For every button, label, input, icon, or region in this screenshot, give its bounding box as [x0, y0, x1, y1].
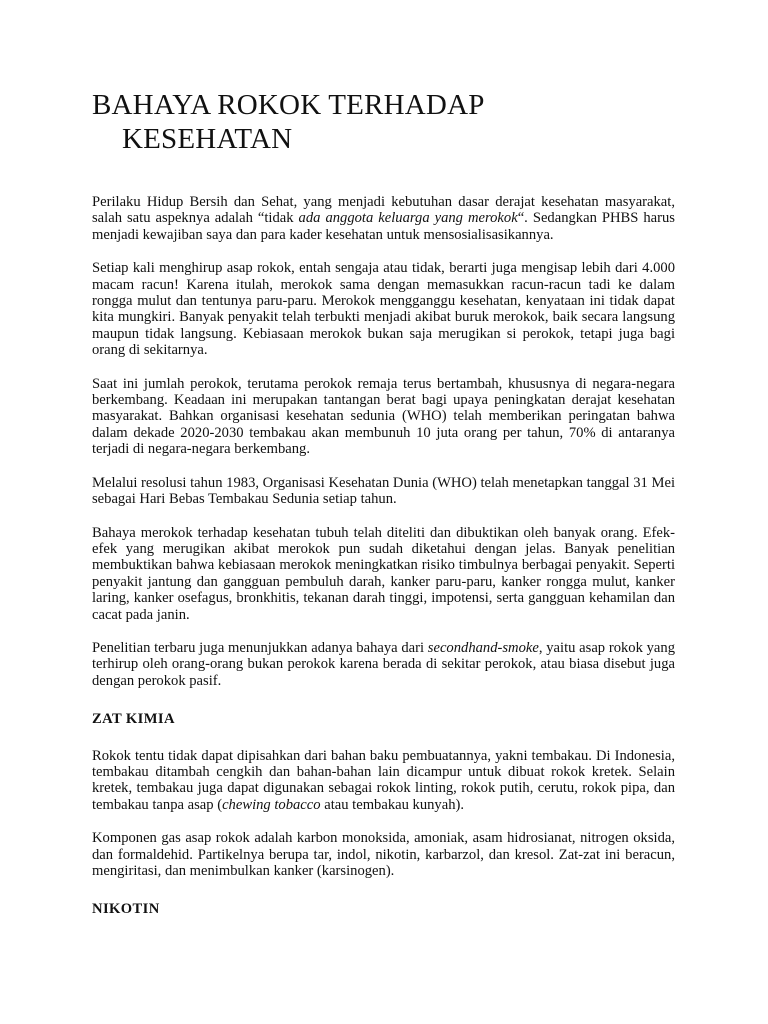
p1-text-a: Perilaku Hidup Bersih dan Sehat, yang menjadi kebutuhan dasar derajat kesehatan masyarakat, salah satu aspeknya adalah “tidak: [92, 194, 675, 227]
paragraph-komponen-gas: Komponen gas asap rokok adalah karbon monoksida, amoniak, asam hidrosianat, nitrogen oksida, dan formaldehid. Partikelnya berupa tar, indol, nikotin, karbarzol, dan kresol. Zat-zat ini beracun, mengiritasi, dan menimbulkan kanker (karsinogen).: [92, 830, 675, 879]
title-line-2: KESEHATAN: [122, 123, 293, 155]
p6-emphasis: secondhand-smoke: [427, 639, 539, 656]
p7-emphasis: chewing tobacco: [222, 796, 321, 813]
heading-zat-kimia: ZAT KIMIA: [92, 711, 175, 728]
paragraph-jumlah-perokok: Saat ini jumlah perokok, terutama perokok remaja terus bertambah, khususnya di negara-negara berkembang. Keadaan ini merupakan tantangan berat bagi upaya peningkatan derajat kesehatan masyarakat. Bahkan organisasi kesehatan sedunia (WHO) telah memberikan peringatan bahwa dalam dekade 2020-2030 tembakau akan membunuh 10 juta orang per tahun, 70% di antaranya terjadi di negara-negara berkembang.: [92, 375, 675, 458]
document-body: [92, 88, 675, 918]
p1-emphasis: ada anggota keluarga yang merokok: [298, 210, 518, 227]
heading-nikotin: NIKOTIN: [92, 901, 160, 918]
p6-text-b: , yaitu asap rokok yang terhirup oleh orang-orang bukan perokok karena berada di sekitar perokok, atau biasa disebut juga dengan perokok pasif.: [92, 639, 675, 689]
paragraph-secondhand-smoke: [92, 640, 675, 689]
paragraph-tembakau: [92, 748, 675, 814]
paragraph-resolusi-who: Melalui resolusi tahun 1983, Organisasi Kesehatan Dunia (WHO) telah menetapkan tanggal 31 Mei sebagai Hari Bebas Tembakau Sedunia setiap tahun.: [92, 474, 675, 508]
p7-text-b: atau tembakau kunyah).: [320, 796, 465, 813]
paragraph-racun: Setiap kali menghirup asap rokok, entah sengaja atau tidak, berarti juga mengisap lebih dari 4.000 macam racun! Karena itulah, merokok sama dengan memasukkan racun-racun tadi ke dalam rongga mulut dan tentunya paru-paru. Merokok mengganggu kesehatan, kenyataan ini tidak dapat kita mungkiri. Banyak penyakit telah terbukti menjadi akibat buruk merokok, baik secara langsung maupun tidak langsung. Kebiasaan merokok bukan saja merugikan si perokok, tetapi juga bagi orang di sekitarnya.: [92, 260, 675, 359]
p6-text-a: Penelitian terbaru juga menunjukkan adanya bahaya dari: [92, 639, 428, 656]
page-title: [92, 88, 675, 156]
paragraph-phbs: [92, 194, 675, 243]
paragraph-bahaya-kesehatan: Bahaya merokok terhadap kesehatan tubuh telah diteliti dan dibuktikan oleh banyak orang. Efek-efek yang merugikan akibat merokok pun sudah diketahui dengan jelas. Banyak penelitian membuktikan bahwa kebiasaan merokok meningkatkan risiko timbulnya berbagai penyakit. Seperti penyakit jantung dan gangguan pembuluh darah, kanker paru-paru, kanker rongga mulut, kanker laring, kanker osefagus, bronkhitis, tekanan darah tinggi, impotensi, serta gangguan kehamilan dan cacat pada janin.: [92, 524, 675, 623]
p7-text-a: Rokok tentu tidak dapat dipisahkan dari bahan baku pembuatannya, yakni tembakau. Di Indonesia, tembakau ditambah cengkih dan bahan-bahan lain dicampur untuk dibuat rokok kretek. Selain kretek, tembakau juga dapat digunakan sebagai rokok linting, rokok putih, cerutu, rokok pipa, dan tembakau tanpa asap (: [92, 747, 675, 813]
title-line-1: BAHAYA ROKOK TERHADAP: [92, 89, 485, 121]
p1-text-b: “. Sedangkan PHBS harus menjadi kewajiban saya dan para kader kesehatan untuk mensosialisasikannya.: [92, 210, 675, 243]
